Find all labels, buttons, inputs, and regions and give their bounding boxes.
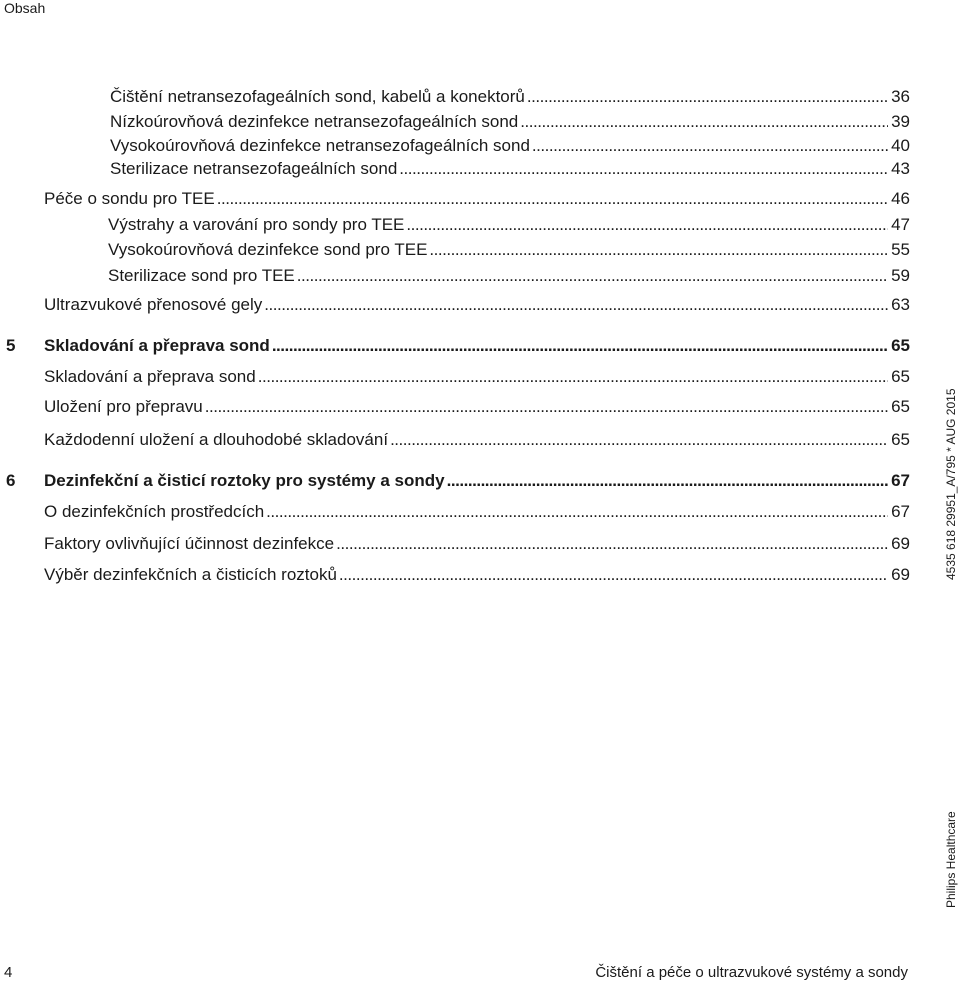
toc-page-number: 43 (891, 159, 910, 178)
toc-entry-title: Výběr dezinfekčních a čisticích roztoků (44, 565, 337, 584)
toc-entry-title: O dezinfekčních prostředcích (44, 502, 265, 521)
toc-page-number: 69 (891, 565, 910, 584)
toc-page-number: 47 (891, 215, 910, 234)
toc-page-number: 46 (891, 189, 910, 208)
toc-entry[interactable] (0, 501, 910, 523)
document-code: 4535 618 29951_A/795 * AUG 2015 (944, 388, 958, 580)
toc-entry-content (44, 429, 910, 451)
toc-dot-leader (532, 135, 888, 157)
toc-entry-content (110, 158, 910, 180)
toc-entry[interactable] (0, 533, 910, 555)
toc-page-number: 67 (891, 502, 910, 521)
toc-entry-title: Sterilizace sond pro TEE (108, 266, 295, 285)
toc-entry-title: Dezinfekční a čisticí roztoky pro systémy a sondy (44, 471, 445, 490)
toc-entry-content (44, 533, 910, 555)
toc-dot-leader (205, 396, 888, 418)
page-number: 4 (4, 964, 13, 981)
toc-entry-title: Skladování a přeprava sond (44, 336, 270, 355)
toc-entry-title: Čištění netransezofageálních sond, kabelů a konektorů (110, 87, 525, 106)
toc-chapter-entry[interactable] (0, 335, 910, 357)
toc-dot-leader (447, 470, 888, 492)
toc-entry-content (44, 366, 910, 388)
toc-dot-leader (272, 335, 888, 357)
toc-entry[interactable] (0, 135, 910, 157)
toc-entry[interactable] (0, 214, 910, 236)
toc-dot-leader (429, 239, 888, 261)
toc-entry-content (110, 86, 910, 108)
toc-entry-title: Faktory ovlivňující účinnost dezinfekce (44, 534, 335, 553)
toc-page-number: 65 (891, 367, 910, 386)
toc-page-number: 65 (891, 430, 910, 449)
toc-chapter-number: 6 (6, 471, 16, 490)
toc-entry[interactable] (0, 265, 910, 287)
toc-page-number: 67 (891, 471, 910, 490)
toc-dot-leader (217, 188, 888, 210)
toc-entry[interactable] (0, 188, 910, 210)
toc-entry-content (110, 111, 910, 133)
toc-dot-leader (297, 265, 888, 287)
toc-entry[interactable] (0, 158, 910, 180)
section-header: Obsah (4, 0, 46, 16)
toc-dot-leader (390, 429, 888, 451)
toc-entry-content (44, 335, 910, 357)
toc-entry-title: Výstrahy a varování pro sondy pro TEE (108, 215, 405, 234)
company-name: Philips Healthcare (944, 811, 958, 908)
toc-entry-content (44, 294, 910, 316)
toc-dot-leader (527, 86, 888, 108)
toc-entry-content (108, 265, 910, 287)
toc-dot-leader (399, 158, 888, 180)
toc-entry-content (44, 188, 910, 210)
toc-entry-content (44, 501, 910, 523)
toc-entry[interactable] (0, 366, 910, 388)
toc-chapter-number: 5 (6, 336, 16, 355)
toc-entry-title: Vysokoúrovňová dezinfekce sond pro TEE (108, 240, 428, 259)
toc-entry-content (44, 564, 910, 586)
toc-entry-title: Péče o sondu pro TEE (44, 189, 215, 208)
toc-entry[interactable] (0, 294, 910, 316)
toc-entry[interactable] (0, 396, 910, 418)
toc-page-number: 55 (891, 240, 910, 259)
toc-page-number: 65 (891, 336, 910, 355)
toc-entry-content (110, 135, 910, 157)
document-title: Čištění a péče o ultrazvukové systémy a sondy (595, 964, 908, 981)
toc-entry-content (44, 396, 910, 418)
toc-entry[interactable] (0, 239, 910, 261)
toc-dot-leader (520, 111, 888, 133)
toc-page-number: 63 (891, 295, 910, 314)
toc-dot-leader (406, 214, 888, 236)
toc-entry-content (44, 470, 910, 492)
toc-entry-title: Nízkoúrovňová dezinfekce netransezofageálních sond (110, 112, 519, 131)
toc-dot-leader (264, 294, 888, 316)
toc-entry-title: Uložení pro přepravu (44, 397, 203, 416)
toc-dot-leader (339, 564, 888, 586)
toc-page-number: 39 (891, 112, 910, 131)
toc-dot-leader (266, 501, 888, 523)
toc-entry-title: Sterilizace netransezofageálních sond (110, 159, 398, 178)
toc-entry[interactable] (0, 564, 910, 586)
toc-entry-title: Skladování a přeprava sond (44, 367, 256, 386)
toc-dot-leader (336, 533, 888, 555)
toc-entry-title: Vysokoúrovňová dezinfekce netransezofageálních sond (110, 136, 530, 155)
toc-page-number: 65 (891, 397, 910, 416)
toc-dot-leader (258, 366, 888, 388)
toc-chapter-entry[interactable] (0, 470, 910, 492)
toc-entry[interactable] (0, 86, 910, 108)
toc-entry-title: Každodenní uložení a dlouhodobé skladování (44, 430, 389, 449)
toc-page-number: 40 (891, 136, 910, 155)
toc-entry-title: Ultrazvukové přenosové gely (44, 295, 263, 314)
toc-page-number: 59 (891, 266, 910, 285)
toc-entry-content (108, 239, 910, 261)
toc-entry[interactable] (0, 111, 910, 133)
toc-page-number: 36 (891, 87, 910, 106)
toc-entry[interactable] (0, 429, 910, 451)
toc-entry-content (108, 214, 910, 236)
toc-page-number: 69 (891, 534, 910, 553)
